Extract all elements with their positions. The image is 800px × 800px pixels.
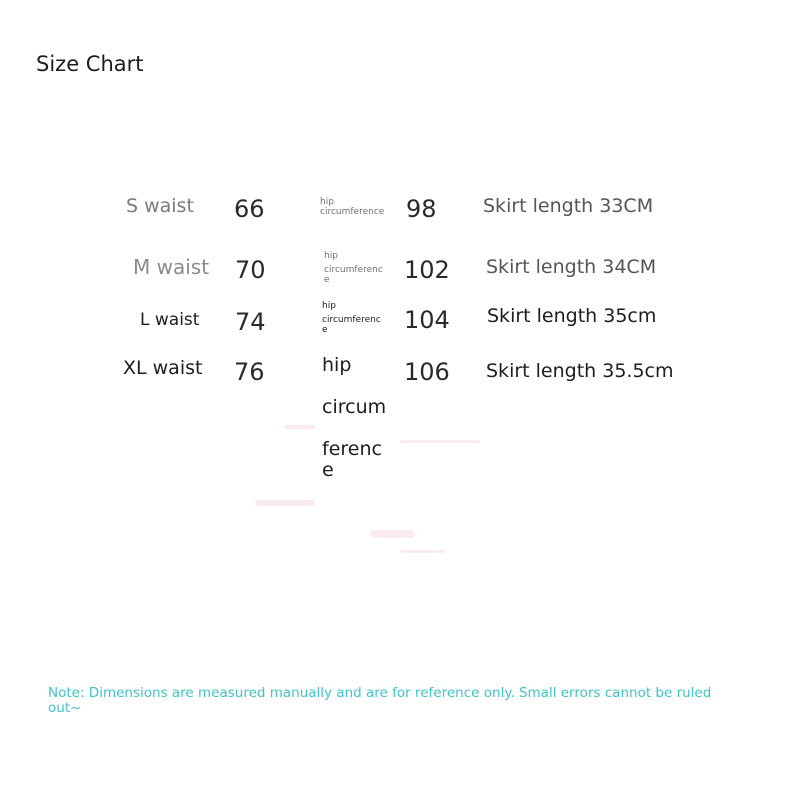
hip-label-l: hip circumferenc e	[322, 301, 381, 335]
hip-label-m: hip circumferenc e	[324, 251, 383, 285]
skirt-length-xl: Skirt length 35.5cm	[486, 360, 674, 382]
waist-value-m: 70	[235, 256, 266, 284]
waist-label-s: S waist	[126, 195, 194, 217]
hip-label-s: hip circumference	[320, 197, 385, 217]
hip-label-xl: hip circum ferenc e	[322, 354, 387, 481]
background-smudge	[370, 530, 415, 538]
hip-value-xl: 106	[404, 358, 450, 386]
measurement-note: Note: Dimensions are measured manually and are for reference only. Small errors cannot be ruled out~	[48, 685, 712, 716]
skirt-length-m: Skirt length 34CM	[486, 256, 657, 278]
skirt-length-s: Skirt length 33CM	[483, 195, 654, 217]
background-smudge	[255, 500, 315, 506]
waist-label-xl: XL waist	[123, 357, 203, 379]
hip-value-l: 104	[404, 306, 450, 334]
waist-label-l: L waist	[140, 310, 200, 330]
skirt-length-l: Skirt length 35cm	[487, 305, 657, 327]
waist-value-l: 74	[235, 308, 266, 336]
background-smudge	[400, 550, 445, 553]
background-smudge	[400, 440, 480, 443]
page-title: Size Chart	[36, 52, 144, 76]
waist-value-s: 66	[234, 195, 265, 223]
waist-value-xl: 76	[234, 358, 265, 386]
waist-label-m: M waist	[133, 255, 210, 279]
background-smudge	[285, 425, 315, 429]
hip-value-s: 98	[406, 195, 437, 223]
hip-value-m: 102	[404, 256, 450, 284]
